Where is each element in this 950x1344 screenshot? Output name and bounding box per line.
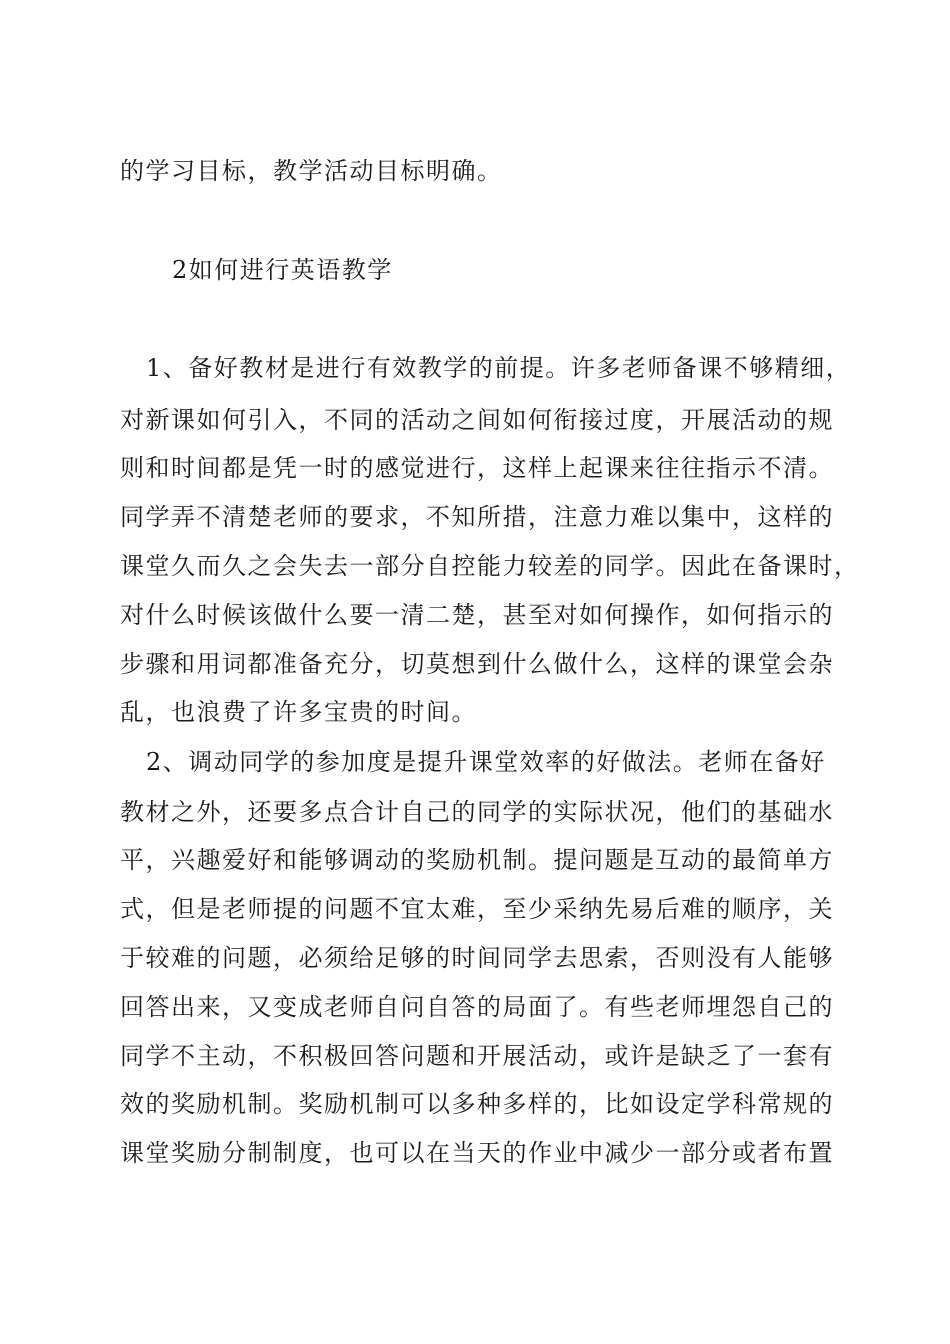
paragraph2-line: 效的奖励机制。奖励机制可以多种多样的，比如设定学科常规的: [120, 1090, 834, 1118]
paragraph2-line: 回答出来，又变成老师自问自答的局面了。有些老师埋怨自己的: [120, 993, 834, 1021]
paragraph2-line: 式，但是老师提的问题不宜太难，至少采纳先易后难的顺序，关: [120, 895, 834, 923]
paragraph1-line: 课堂久而久之会失去一部分自控能力较差的同学。因此在备课时，: [120, 552, 860, 580]
paragraph1-line: 对新课如何引入，不同的活动之间如何衔接过度，开展活动的规: [120, 406, 834, 434]
paragraph1-line: 同学弄不清楚老师的要求，不知所措，注意力难以集中，这样的: [120, 503, 834, 531]
paragraph2-line: 2、调动同学的参加度是提升课堂效率的好做法。老师在备好: [146, 748, 826, 776]
paragraph2-line: 于较难的问题，必须给足够的时间同学去思索，否则没有人能够: [120, 944, 834, 972]
paragraph2-line: 教材之外，还要多点合计自己的同学的实际状况，他们的基础水: [120, 798, 834, 826]
intro-tail-line: 的学习目标，教学活动目标明确。: [120, 157, 503, 185]
paragraph1-line: 则和时间都是凭一时的感觉进行，这样上起课来往往指示不清。: [120, 454, 834, 482]
paragraph2-line: 课堂奖励分制制度，也可以在当天的作业中减少一部分或者布置: [120, 1139, 834, 1167]
paragraph1-line: 对什么时候该做什么要一清二楚，甚至对如何操作，如何指示的: [120, 601, 834, 629]
paragraph1-line: 乱，也浪费了许多宝贵的时间。: [120, 698, 477, 726]
paragraph1-line: 1、备好教材是进行有效教学的前提。许多老师备课不够精细，: [146, 354, 852, 382]
section-heading: 2如何进行英语教学: [172, 256, 393, 284]
paragraph2-line: 平，兴趣爱好和能够调动的奖励机制。提问题是互动的最简单方: [120, 846, 834, 874]
paragraph1-line: 步骤和用词都准备充分，切莫想到什么做什么，这样的课堂会杂: [120, 650, 834, 678]
paragraph2-line: 同学不主动，不积极回答问题和开展活动，或许是缺乏了一套有: [120, 1042, 834, 1070]
